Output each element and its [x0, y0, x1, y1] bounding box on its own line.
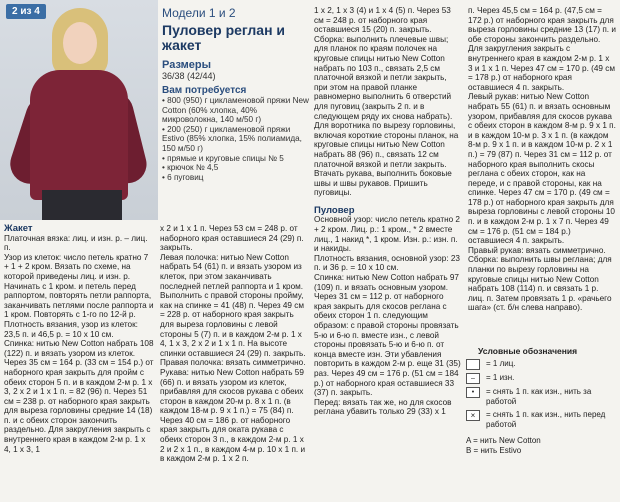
yarn-a: A = нить New Cotton: [466, 436, 541, 445]
legend-text: = 1 лиц.: [486, 359, 516, 368]
material-item: • 200 (250) г цикламеновой пряжи Estivo (85% хлопка, 15% полиамида, 150 м/50 г): [162, 124, 302, 153]
materials-list: [162, 96, 312, 182]
legend-row: [466, 410, 616, 430]
photo-legs: [42, 190, 122, 220]
legend-row: [466, 387, 616, 407]
models-label: Модели 1 и 2: [162, 6, 236, 20]
paragraph: Плотность вязания, основной узор: 23 п. и 36 р. = 10 х 10 см.: [314, 253, 460, 273]
knit-symbol-icon: [466, 359, 480, 370]
legend-row: [466, 359, 616, 370]
paragraph: Рукава: нитью New Cotton набрать 59 (66) п. и вязать узором из клеток, прибавляя для скосов рукава с обеих сторон в каждом 20-м р. 8 х 1 п. (в каждом 18-м р. 9 х 1 п.) = 75 (84) п. Через 40 см = 186 р. от наборного края закрыть для оката рукава с обеих сторон 3 п., в каждом 2-м р. 1 х 2 и 2 х 1 п., в каждом 4-м р. 10 х 1 п. и в каждом 2-м р. 1 х 2 п.: [160, 367, 306, 464]
purl-symbol-icon: –: [466, 373, 480, 384]
sizes-value: 36/38 (42/44): [162, 71, 216, 81]
text-column-2: [160, 224, 308, 498]
legend-heading: Условные обозначения: [478, 346, 578, 356]
paragraph: Узор из клеток: число петель кратно 7 + 1 + 2 кром. Вязать по схеме, на которой приведены лиц. и изн. р. Начинать с 1 кром. и петель перед раппортом, повторять петли раппорта, заканчивать петлями после раппорта и 1 кром. Повторять с 1-го по 12-й р.: [4, 252, 154, 320]
slip-back-symbol-icon: •: [466, 387, 480, 398]
paragraph: 1 х 2, 1 х 3 (4) и 1 х 4 (5) п. Через 53 см = 248 р. от наборного края оставшиеся 15 (20) п. закрыть.: [314, 6, 451, 35]
page-title: Пуловер реглан и жакет: [162, 22, 286, 53]
paragraph: х 2 и 1 х 1 п. Через 53 см = 248 р. от наборного края оставшиеся 24 (29) п. закрыть.: [160, 224, 304, 253]
material-item: • крючок № 4,5: [162, 163, 219, 173]
photo-face: [63, 22, 97, 64]
paragraph: Спинка: нитью New Cotton набрать 97 (109) п. и вязать основным узором. Через 31 см = 112 р. от наборного края закрыть для скосов реглана с обеих сторон 1 п. следующим образом: с правой стороны провязать 5-ю и 6-ю п. вместе изн., с левой стороны провязать 5-ю и 6-ю п. от конца вместе изн. Эти убавления повторить в каждом 2-м р. еще 31 (35) раз. Через 49 см = 176 р. (51 см = 184 р.) от наборного края оставшиеся 33 (37) п. закрыть.: [314, 273, 461, 398]
text-column-4: [468, 6, 616, 344]
section-heading-jacket: Жакет: [4, 224, 33, 234]
material-item: • 800 (950) г цикламеновой пряжи New Cotton (60% хлопка, 40% микроволокна, 140 м/50 г): [162, 96, 309, 125]
paragraph: Левая полочка: нитью New Cotton набрать 54 (61) п. и вязать узором из клеток, при этом заканчивать последней петлей раппорта и 1 кром. Выполнить с правой стороны пройму, как на спинке = 41 (48) п. Через 49 см = 228 р. от наборного края закрыть для выреза горловины с левой стороны 5 (7) п. и в каждом 2-м р. 1 х 4, 1 х 3, 2 х 2 и 1 х 1 п. На высоте спинки оставшиеся 24 (29) п. закрыть.: [160, 252, 306, 358]
materials-heading: Вам потребуется: [162, 85, 247, 96]
text-column-1: [4, 224, 154, 498]
paragraph: Платочная вязка: лиц. и изн. р. – лиц. п.: [4, 233, 148, 253]
paragraph: Спинка: нитью New Cotton набрать 108 (122) п. и вязать узором из клеток. Через 35 см = 164 р. (33 см = 154 р.) от наборного края закрыть для пройм с обеих сторон 5 п. и в каждом 2-м р. 1 х 3, 2 х 2 и 1 х 1 п. = 82 (96) п. Через 51 см = 238 р. от наборного края закрыть для выреза горловины средние 14 (18) п. и с обеих сторон закончить раздельно. Для закругления закрыть с внутреннего края в каждом 2-м р. 1 х 4, 1 х 3, 1: [4, 339, 154, 454]
paragraph: Основной узор: число петель кратно 2 + 2 кром. Лиц. р.: 1 кром., * 2 вместе лиц., 1 накид *, 1 кром. Изн. р.: изн. п. и накиды.: [314, 215, 460, 254]
paragraph: Сборка: выполнить швы реглана; для планки по вырезу горловины на круговые спицы нитью New Cotton набрать 108 (114) п. и связать 1 р. лиц. п. Затем провязать 1 р. «рачьего шага» (ст. б/н слева направо).: [468, 255, 612, 313]
legend-text: = снять 1 п. как изн., нить перед работой: [486, 410, 606, 429]
symbols-legend: [466, 346, 616, 456]
paragraph: Правый рукав: вязать симметрично.: [468, 245, 606, 255]
paragraph: Левый рукав: нитью New Cotton набрать 55 (61) п. и вязать основным узором, прибавляя для скосов рукава с обеих сторон в каждом 8-м р. 9 х 1 п. и в каждом 10-м р. 3 х 1 п. (в каждом 8-м р. 9 х 1 п. и в каждом 10-м р. 2 х 1 п.) = 79 (87) п. Через 31 см = 112 р. от наборного края выполнить скосы реглана с обеих сторон, как на переде, и с правой стороны, как на спинке. Через 47 см = 170 р. (49 см = 178 р.) от наборного края закрыть для выреза горловины с левой стороны 10 п. и в каждом 2-м р. 1 х 7 п. Через 49 см = 176 р. (51 см = 184 р.) оставшиеся 4 п. закрыть.: [468, 92, 616, 246]
text-column-3: [314, 6, 462, 498]
slip-front-symbol-icon: ×: [466, 410, 480, 421]
paragraph: п. Через 45,5 см = 164 р. (47,5 см = 172 р.) от наборного края закрыть для выреза горловины средние 13 (17) п. и обе стороны закончить раздельно. Для закругления закрыть с внутреннего края в каждом 2-м р. 1 х 3 и 1 х 1 п. Через 47 см = 170 р. (49 см = 178 р.) от наборного края оставшиеся 4 п. закрыть.: [468, 6, 616, 92]
legend-text: = 1 изн.: [486, 373, 515, 382]
paragraph: Плотность вязания, узор из клеток: 23,5 п. и 46,5 р. = 10 х 10 см.: [4, 319, 138, 339]
photo-jacket: [30, 70, 128, 200]
paragraph: Сборка: выполнить плечевые швы; для планок по краям полочек на круговые спицы нитью New Cotton набрать по 103 п., связать 2,5 см платочной вязкой и петли закрыть, при этом на правой планке равномерно выполнить 6 отверстий для пуговиц (закрыть 2 п. и в следующем ряду их снова набрать). Для воротника по вырезу горловины, включая короткие стороны планок, на круговые спицы нитью New Cotton набрать 88 (96) п., связать 12 см платочной вязкой и петли закрыть. Втачать рукава, выполнить боковые швы и швы рукавов. Пришить пуговицы.: [314, 34, 459, 198]
page-counter-badge[interactable]: 2 из 4: [6, 4, 46, 19]
legend-row: [466, 373, 616, 384]
section-heading-pullover: Пуловер: [314, 204, 355, 216]
paragraph: Правая полочка: вязать симметрично.: [160, 358, 306, 368]
model-photo: [0, 0, 158, 220]
legend-text: = снять 1 п. как изн., нить за работой: [486, 387, 592, 406]
material-item: • 6 пуговиц: [162, 172, 204, 182]
yarn-key: [466, 436, 616, 456]
sizes-heading: Размеры: [162, 59, 212, 71]
paragraph: Перед: вязать так же, но для скосов реглана убавить только 29 (33) х 1: [314, 397, 452, 417]
yarn-b: B = нить Estivo: [466, 446, 522, 455]
material-item: • прямые и круговые спицы № 5: [162, 153, 284, 163]
title-block: [162, 6, 312, 182]
